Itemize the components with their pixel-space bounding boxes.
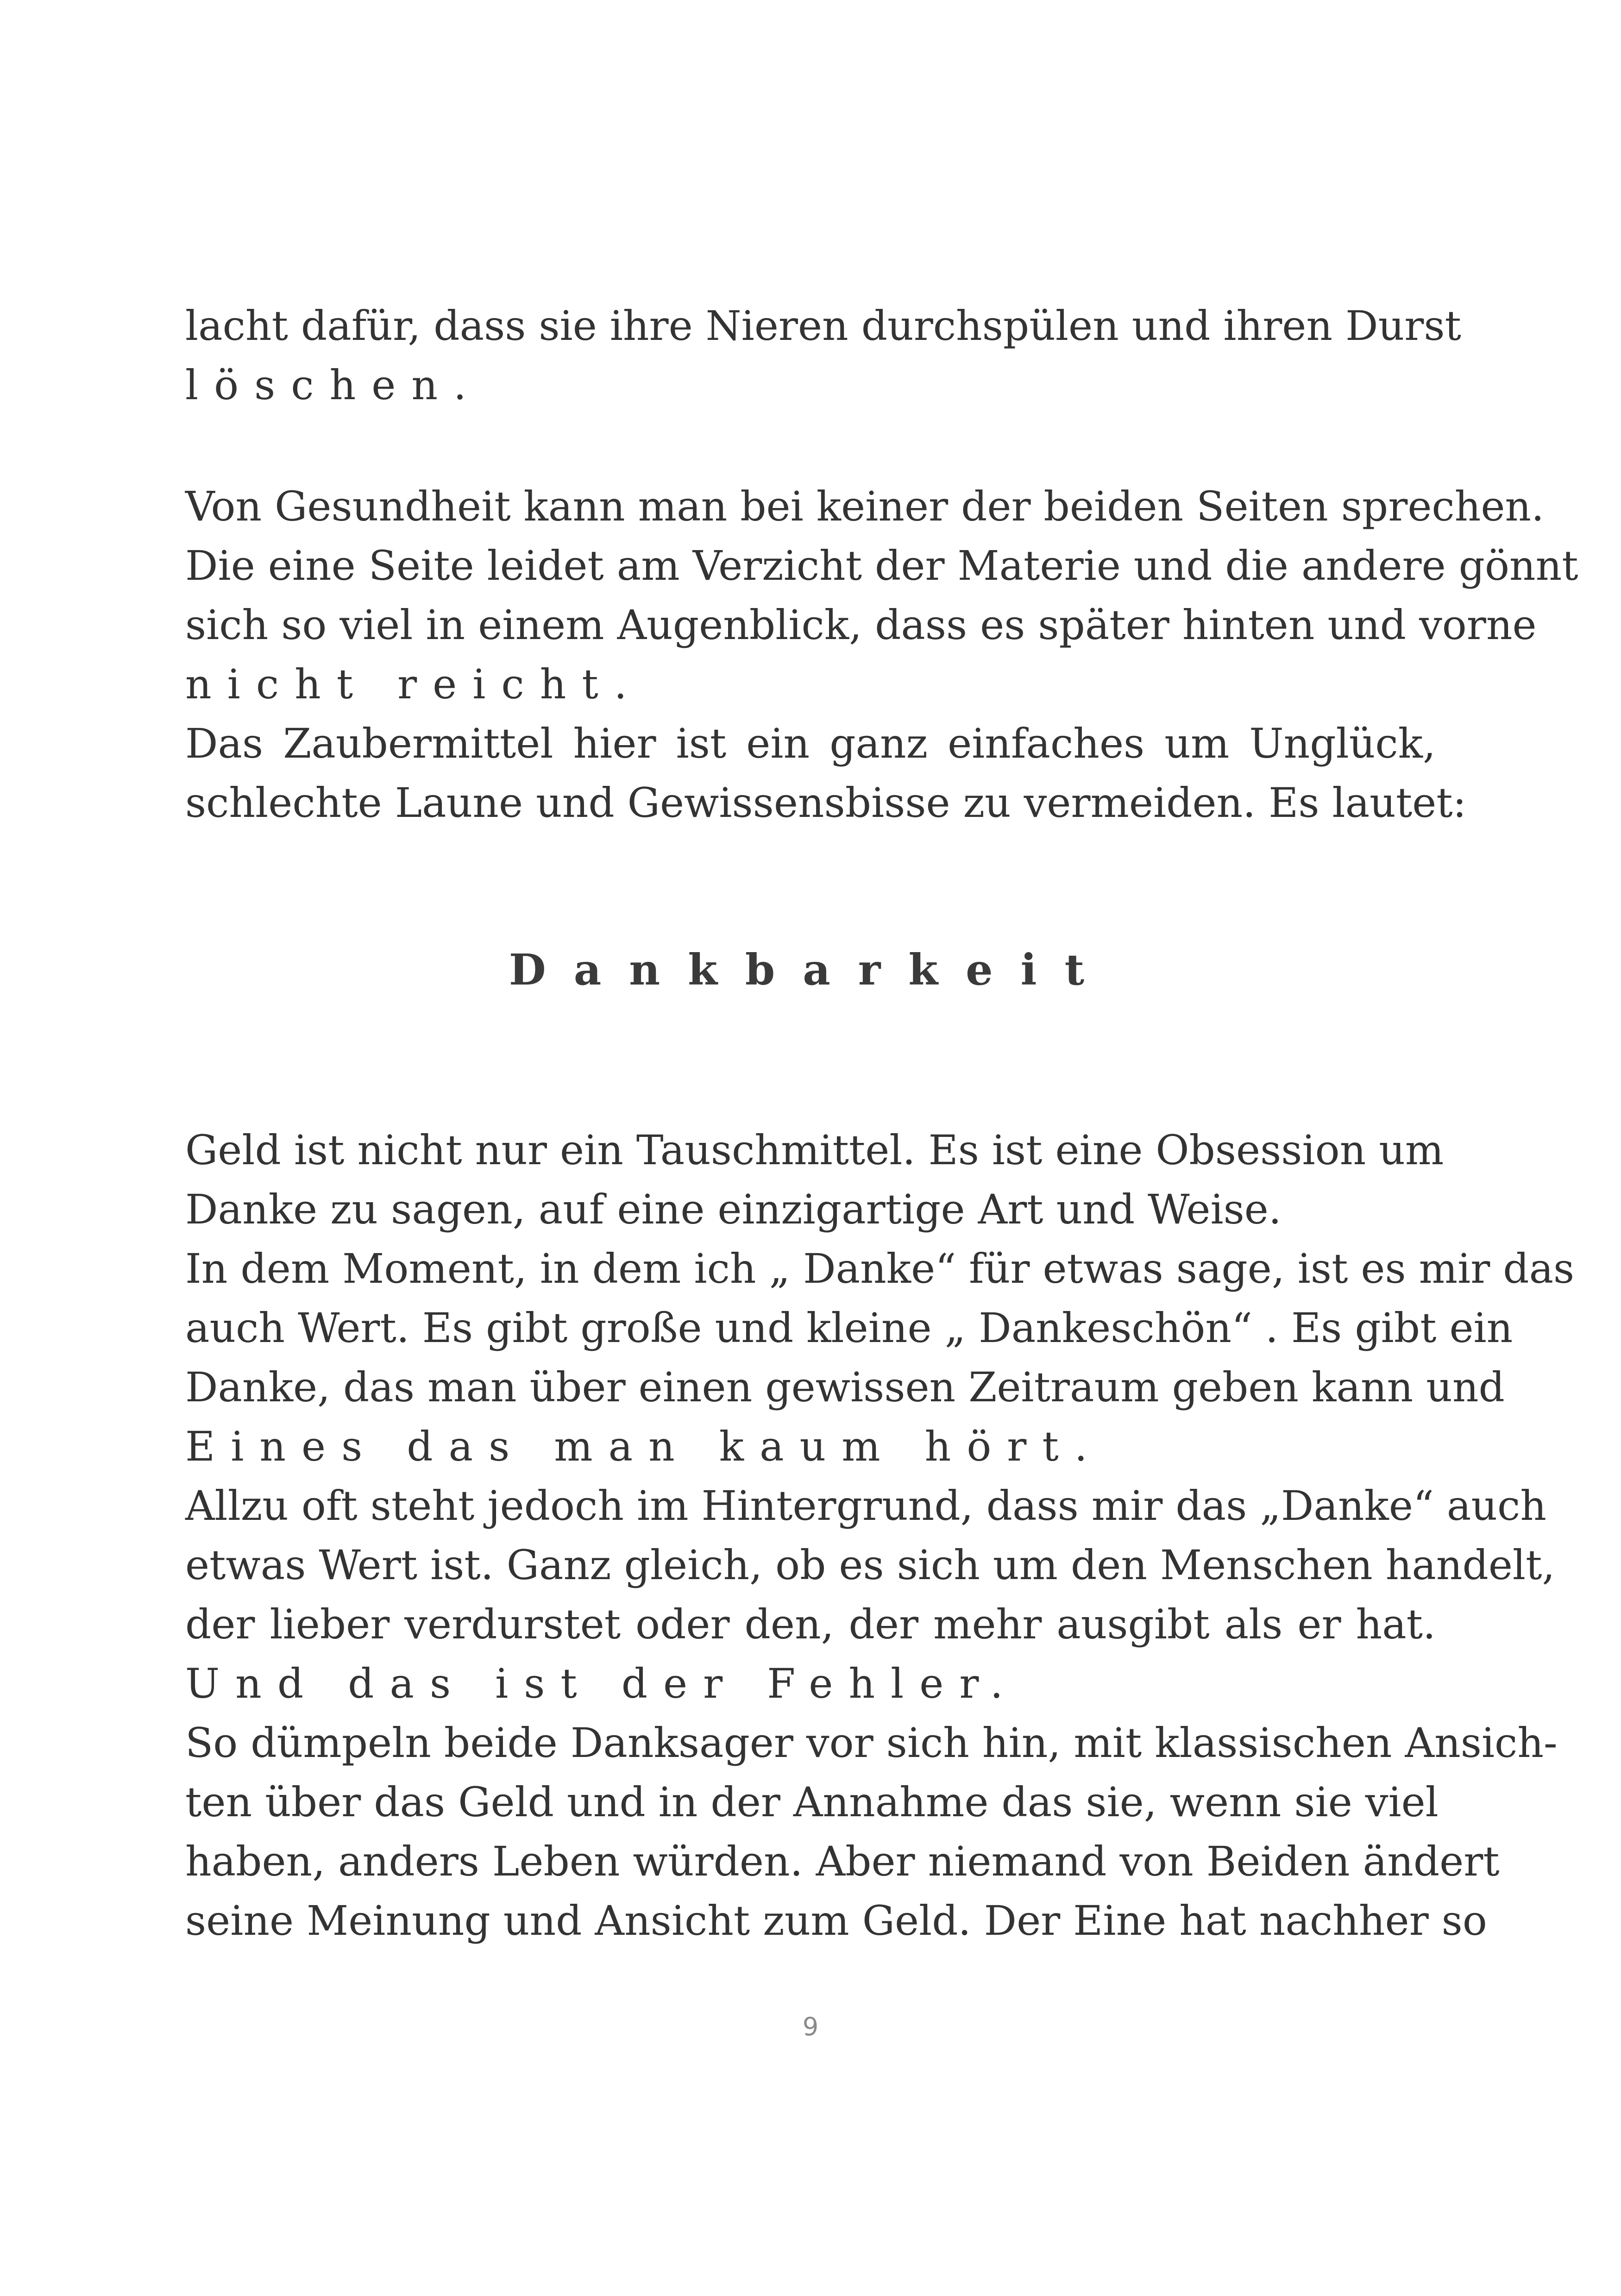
text-line: So dümpeln beide Danksager vor sich hin, mit klassischen Ansich-	[185, 1719, 1558, 1767]
text-line: sich so viel in einem Augenblick, dass es später hinten und vorne	[185, 601, 1537, 649]
text-line: auch Wert. Es gibt große und kleine „ Dankeschön“ . Es gibt ein	[185, 1304, 1513, 1352]
text-line: seine Meinung und Ansicht zum Geld. Der Eine hat nachher so	[185, 1897, 1487, 1945]
text-line: Allzu oft steht jedoch im Hintergrund, dass mir das „Danke“ auch	[185, 1482, 1547, 1530]
text-line: Danke, das man über einen gewissen Zeitraum geben kann und	[185, 1363, 1505, 1411]
text-line: Eines das man kaum hört.	[185, 1423, 1103, 1470]
text-line: Die eine Seite leidet am Verzicht der Materie und die andere gönnt	[185, 542, 1578, 590]
text-line: In dem Moment, in dem ich „ Danke“ für etwas sage, ist es mir das	[185, 1245, 1575, 1292]
section-heading: Dankbarkeit	[509, 945, 1112, 995]
text-line: Und das ist der Fehler.	[185, 1660, 1019, 1707]
text-line: Geld ist nicht nur ein Tauschmittel. Es ist eine Obsession um	[185, 1126, 1444, 1174]
text-line: der lieber verdurstet oder den, der mehr ausgibt als er hat.	[185, 1600, 1436, 1648]
text-line: löschen.	[185, 361, 482, 409]
text-line: Von Gesundheit kann man bei keiner der beiden Seiten sprechen.	[185, 483, 1545, 530]
paragraph-1	[185, 296, 1461, 415]
text-line: schlechte Laune und Gewissensbisse zu vermeiden. Es lautet:	[185, 779, 1467, 827]
text-line: haben, anders Leben würden. Aber niemand von Beiden ändert	[185, 1838, 1500, 1885]
paragraph-2	[185, 477, 1578, 833]
paragraph-3	[185, 1121, 1575, 1951]
text-line: etwas Wert ist. Ganz gleich, ob es sich um den Menschen handelt,	[185, 1541, 1555, 1589]
text-line: ten über das Geld und in der Annahme das sie, wenn sie viel	[185, 1778, 1439, 1826]
text-line: nicht reicht.	[185, 660, 643, 708]
text-line: Danke zu sagen, auf eine einzigartige Art und Weise.	[185, 1186, 1282, 1233]
text-line: Das Zaubermittel hier ist ein ganz einfaches um Unglück,	[185, 720, 1436, 767]
page-number: 9	[802, 2012, 819, 2041]
text-line: lacht dafür, dass sie ihre Nieren durchspülen und ihren Durst	[185, 302, 1461, 350]
